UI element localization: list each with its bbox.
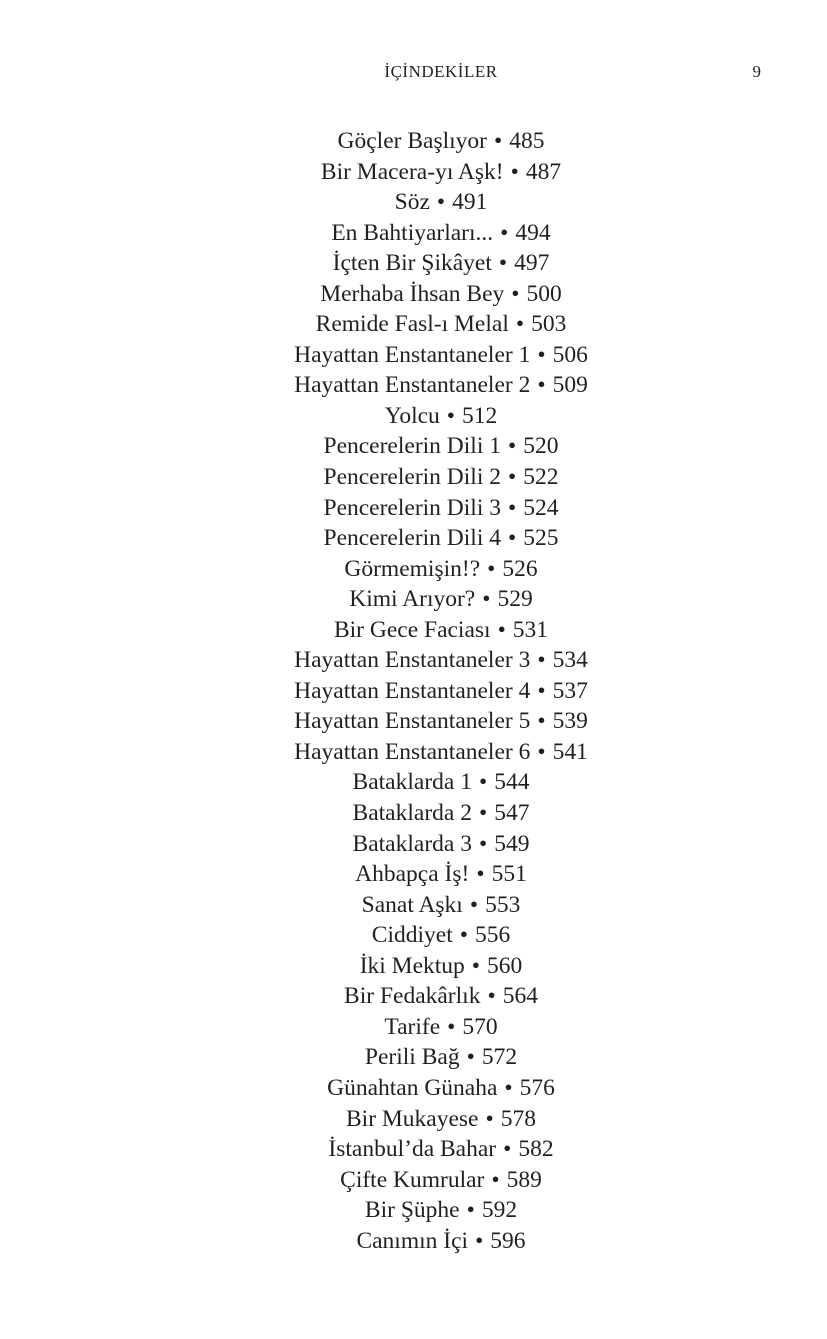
table-of-contents	[0, 126, 827, 1256]
bullet-separator: •	[497, 616, 506, 643]
toc-entry-page: 503	[531, 311, 567, 338]
toc-entry-title: İstanbul’da Bahar	[328, 1136, 497, 1163]
toc-entry-page: 570	[462, 1013, 498, 1040]
bullet-separator: •	[487, 983, 496, 1010]
toc-entry-title: Pencerelerin Dili 4	[323, 525, 501, 552]
toc-entry	[0, 279, 827, 310]
toc-entry-title: Ahbapça İş!	[355, 861, 470, 888]
toc-entry-page: 524	[523, 494, 559, 521]
toc-entry-page: 509	[552, 372, 588, 399]
toc-entry-page: 541	[552, 738, 588, 765]
toc-entry	[0, 370, 827, 401]
toc-entry-page: 556	[474, 922, 511, 949]
bullet-separator: •	[487, 555, 496, 582]
bullet-separator: •	[510, 158, 519, 185]
bullet-separator: •	[491, 1166, 500, 1193]
toc-entry-title: Kimi Arıyor?	[349, 586, 476, 613]
toc-entry	[0, 1226, 827, 1257]
toc-entry	[0, 615, 827, 646]
bullet-separator: •	[493, 128, 503, 154]
toc-entry-title: Canımın İçi	[356, 1227, 469, 1254]
toc-entry-title: Sanat Aşkı	[361, 891, 463, 918]
bullet-separator: •	[537, 341, 546, 368]
toc-entry-title: Remide Fasl-ı Melal	[315, 311, 509, 338]
toc-entry-page: 487	[525, 158, 562, 185]
toc-entry-title: Tarife	[384, 1013, 441, 1040]
toc-entry-page: 592	[481, 1197, 518, 1224]
toc-entry-page: 534	[552, 647, 588, 674]
bullet-separator: •	[537, 372, 546, 399]
toc-entry-page: 537	[552, 677, 588, 704]
bullet-separator: •	[511, 280, 520, 307]
toc-entry-page: 549	[494, 830, 530, 857]
toc-entry	[0, 126, 827, 157]
toc-entry-title: Bir Gece Faciası	[333, 616, 491, 643]
toc-entry-page: 512	[462, 402, 498, 429]
toc-entry	[0, 767, 827, 798]
bullet-separator: •	[478, 800, 488, 827]
toc-entry-page: 553	[485, 891, 521, 918]
toc-entry	[0, 340, 827, 371]
bullet-separator: •	[537, 708, 546, 735]
toc-entry-title: Ciddiyet	[371, 922, 453, 949]
page-number: 9	[752, 62, 761, 81]
toc-entry-page: 544	[494, 769, 530, 796]
bullet-separator: •	[508, 433, 517, 460]
bullet-separator: •	[508, 494, 517, 521]
toc-entry-title: Bataklarda 3	[352, 830, 472, 857]
toc-entry-title: Çifte Kumrular	[340, 1166, 485, 1193]
bullet-separator: •	[515, 311, 525, 338]
bullet-separator: •	[537, 677, 546, 704]
toc-entry-page: 551	[491, 861, 527, 888]
bullet-separator: •	[537, 647, 546, 674]
bullet-separator: •	[447, 1013, 456, 1040]
running-head	[0, 62, 827, 88]
toc-entry-page: 596	[490, 1227, 526, 1254]
toc-entry-title: Bir Mukayese	[346, 1105, 479, 1132]
toc-entry-page: 500	[526, 280, 562, 307]
bullet-separator: •	[478, 830, 488, 857]
toc-entry-page: 506	[552, 341, 588, 368]
bullet-separator: •	[466, 1044, 475, 1071]
bullet-separator: •	[471, 952, 481, 979]
bullet-separator: •	[508, 525, 517, 552]
toc-entry-page: 539	[552, 708, 588, 735]
toc-entry-page: 485	[509, 128, 545, 154]
toc-entry-page: 525	[523, 525, 559, 552]
toc-entry	[0, 737, 827, 768]
toc-entry	[0, 951, 827, 982]
toc-entry-title: Bataklarda 1	[352, 769, 472, 796]
bullet-separator: •	[498, 250, 508, 277]
toc-entry-page: 531	[512, 616, 549, 643]
toc-entry-page: 564	[502, 983, 538, 1010]
toc-entry-title: Hayattan Enstantaneler 1	[294, 341, 531, 368]
toc-entry-page: 497	[514, 250, 550, 277]
toc-entry	[0, 1165, 827, 1196]
toc-entry-title: Bir Şüphe	[364, 1197, 460, 1224]
toc-entry	[0, 1104, 827, 1135]
toc-entry	[0, 218, 827, 249]
toc-entry-title: İçten Bir Şikâyet	[332, 250, 492, 277]
toc-entry-title: Günahtan Günaha	[327, 1074, 498, 1101]
toc-entry-page: 547	[494, 800, 530, 827]
bullet-separator: •	[508, 464, 517, 491]
toc-entry	[0, 1134, 827, 1165]
toc-entry-title: İki Mektup	[359, 952, 465, 979]
toc-entry	[0, 829, 827, 860]
toc-entry	[0, 309, 827, 340]
toc-entry	[0, 920, 827, 951]
toc-entry-title: Bataklarda 2	[352, 800, 472, 827]
bullet-separator: •	[476, 861, 485, 888]
bullet-separator: •	[475, 1227, 484, 1254]
toc-entry-page: 560	[487, 952, 523, 979]
toc-entry	[0, 1195, 827, 1226]
toc-entry-page: 582	[518, 1136, 554, 1163]
bullet-separator: •	[482, 586, 491, 613]
bullet-separator: •	[469, 891, 479, 918]
toc-entry	[0, 248, 827, 279]
toc-entry-title: Pencerelerin Dili 1	[323, 433, 501, 460]
toc-entry	[0, 1073, 827, 1104]
page-title: İÇİNDEKİLER	[384, 62, 498, 81]
toc-entry	[0, 981, 827, 1012]
toc-entry-title: Bir Macera-yı Aşk!	[320, 158, 504, 185]
toc-entry	[0, 584, 827, 615]
bullet-separator: •	[500, 219, 509, 246]
toc-entry-title: Perili Bağ	[364, 1044, 460, 1071]
toc-entry-page: 572	[481, 1044, 518, 1071]
toc-entry-page: 578	[500, 1105, 536, 1132]
toc-entry-title: Hayattan Enstantaneler 4	[294, 677, 531, 704]
toc-entry	[0, 187, 827, 218]
bullet-separator: •	[459, 922, 468, 949]
toc-entry-title: Pencerelerin Dili 2	[323, 464, 501, 491]
toc-entry-title: Bir Fedakârlık	[344, 983, 481, 1010]
toc-entry	[0, 645, 827, 676]
toc-entry-page: 520	[523, 433, 559, 460]
toc-entry-page: 494	[515, 219, 551, 246]
toc-entry-page: 491	[452, 189, 488, 216]
toc-entry	[0, 1012, 827, 1043]
toc-entry-title: Göçler Başlıyor	[337, 128, 487, 154]
toc-entry	[0, 401, 827, 432]
bullet-separator: •	[446, 402, 456, 429]
toc-entry-title: Yolcu	[384, 402, 440, 429]
toc-entry-title: Hayattan Enstantaneler 3	[294, 647, 531, 674]
toc-entry	[0, 554, 827, 585]
toc-entry	[0, 462, 827, 493]
toc-entry	[0, 431, 827, 462]
toc-entry	[0, 798, 827, 829]
toc-entry	[0, 676, 827, 707]
toc-entry-page: 576	[519, 1074, 555, 1101]
toc-entry	[0, 706, 827, 737]
toc-entry-page: 526	[502, 555, 538, 582]
toc-entry-title: En Bahtiyarları...	[331, 219, 494, 246]
toc-entry	[0, 523, 827, 554]
toc-entry-title: Merhaba İhsan Bey	[320, 280, 505, 307]
toc-entry	[0, 157, 827, 188]
toc-entry-title: Hayattan Enstantaneler 5	[294, 708, 531, 735]
toc-entry-title: Hayattan Enstantaneler 6	[294, 738, 531, 765]
bullet-separator: •	[478, 769, 488, 796]
toc-entry	[0, 890, 827, 921]
bullet-separator: •	[466, 1197, 475, 1224]
toc-entry	[0, 859, 827, 890]
toc-entry	[0, 493, 827, 524]
toc-entry-title: Pencerelerin Dili 3	[323, 494, 501, 521]
toc-entry	[0, 1042, 827, 1073]
bullet-separator: •	[537, 738, 546, 765]
bullet-separator: •	[504, 1074, 513, 1101]
toc-entry-page: 529	[497, 586, 533, 613]
toc-entry-title: Söz	[394, 189, 430, 216]
bullet-separator: •	[485, 1105, 494, 1132]
bullet-separator: •	[436, 189, 446, 216]
toc-entry-title: Hayattan Enstantaneler 2	[294, 372, 531, 399]
bullet-separator: •	[503, 1136, 512, 1163]
toc-entry-page: 522	[523, 464, 559, 491]
toc-entry-title: Görmemişin!?	[344, 555, 481, 582]
toc-entry-page: 589	[506, 1166, 542, 1193]
